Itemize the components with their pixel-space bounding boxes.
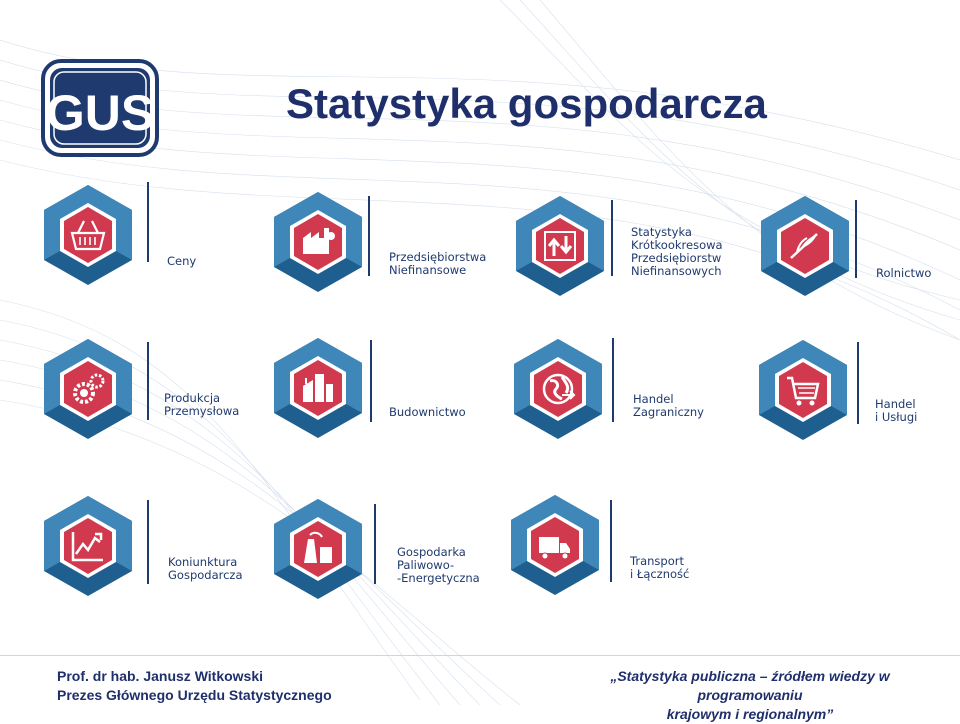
tile-label-line: Paliwowo-	[397, 558, 455, 572]
tile-label-line: Przemysłowa	[164, 404, 240, 418]
tile-divider	[147, 500, 149, 584]
footer-author-name: Prof. dr hab. Janusz Witkowski	[57, 668, 264, 684]
tile-label-line: Koniunktura	[168, 555, 238, 569]
tile-label[interactable]	[630, 555, 689, 581]
tile-label[interactable]	[875, 398, 917, 424]
tile-divider	[610, 500, 612, 582]
tile-label[interactable]	[389, 251, 486, 277]
tile-label-line: i Łączność	[630, 567, 690, 581]
footer-author-role: Prezes Głównego Urzędu Statystycznego	[57, 687, 332, 703]
tile-label-line: Krótkookresowa	[631, 238, 723, 252]
tile-divider	[147, 342, 149, 420]
tile-hexagon[interactable]	[755, 338, 851, 442]
tile-label[interactable]	[164, 392, 239, 418]
tile-label-line: -Energetyczna	[397, 571, 480, 585]
tile-hexagon[interactable]	[270, 190, 366, 294]
tile-label-line: Zagraniczny	[633, 405, 704, 419]
tile-hexagon[interactable]	[270, 336, 366, 440]
tile-label-line: Produkcja	[164, 391, 221, 405]
tile-hexagon[interactable]	[270, 497, 366, 601]
tile-label-line: Niefinansowych	[631, 264, 722, 278]
tile-divider	[612, 338, 614, 422]
tile-label-line: Ceny	[167, 254, 197, 268]
tile-label[interactable]	[168, 556, 243, 582]
tile-label-line: Przedsiębiorstwa	[389, 250, 487, 264]
tile-label-line: Handel	[633, 392, 674, 406]
tile-hexagon[interactable]	[507, 493, 603, 597]
tile-label-line: Statystyka	[631, 225, 692, 239]
tile-divider	[370, 340, 372, 422]
tile-divider	[855, 200, 857, 278]
footer-motto	[560, 667, 940, 724]
tile-hexagon[interactable]	[512, 194, 608, 298]
footer-motto-line1: „Statystyka publiczna – źródłem wiedzy w programowaniu	[610, 668, 890, 703]
tile-divider	[147, 182, 149, 262]
tile-divider	[374, 504, 376, 584]
tile-label-line: Gospodarcza	[168, 568, 243, 582]
tile-label-line: Transport	[630, 554, 684, 568]
footer-motto-line2: krajowym i regionalnym”	[666, 706, 834, 722]
tile-label-line: Budownictwo	[389, 405, 466, 419]
tile-hexagon[interactable]	[40, 183, 136, 287]
tile-divider	[368, 196, 370, 276]
tile-hexagon[interactable]	[40, 337, 136, 441]
gus-logo	[40, 58, 160, 158]
footer-divider	[0, 655, 960, 656]
tile-label-line: Rolnictwo	[876, 266, 932, 280]
tile-label[interactable]	[633, 393, 704, 419]
tile-label[interactable]	[389, 406, 466, 419]
tile-label-line: Handel	[875, 397, 916, 411]
tile-hexagon[interactable]	[757, 194, 853, 298]
footer-author	[57, 667, 332, 705]
page-title: Statystyka gospodarcza	[286, 80, 767, 127]
tile-label[interactable]	[631, 226, 723, 278]
tile-hexagon[interactable]	[40, 494, 136, 598]
tile-label-line: Niefinansowe	[389, 263, 467, 277]
tile-label-line: i Usługi	[875, 410, 918, 424]
tile-label-line: Gospodarka	[397, 545, 466, 559]
tile-label[interactable]	[167, 255, 196, 268]
tile-label-line: Przedsiębiorstw	[631, 251, 722, 265]
tile-hexagon[interactable]	[510, 337, 606, 441]
tile-label[interactable]	[876, 267, 931, 280]
tile-divider	[857, 342, 859, 424]
tile-label[interactable]	[397, 546, 480, 585]
tile-divider	[611, 200, 613, 276]
logo-text: GUS	[45, 85, 155, 141]
